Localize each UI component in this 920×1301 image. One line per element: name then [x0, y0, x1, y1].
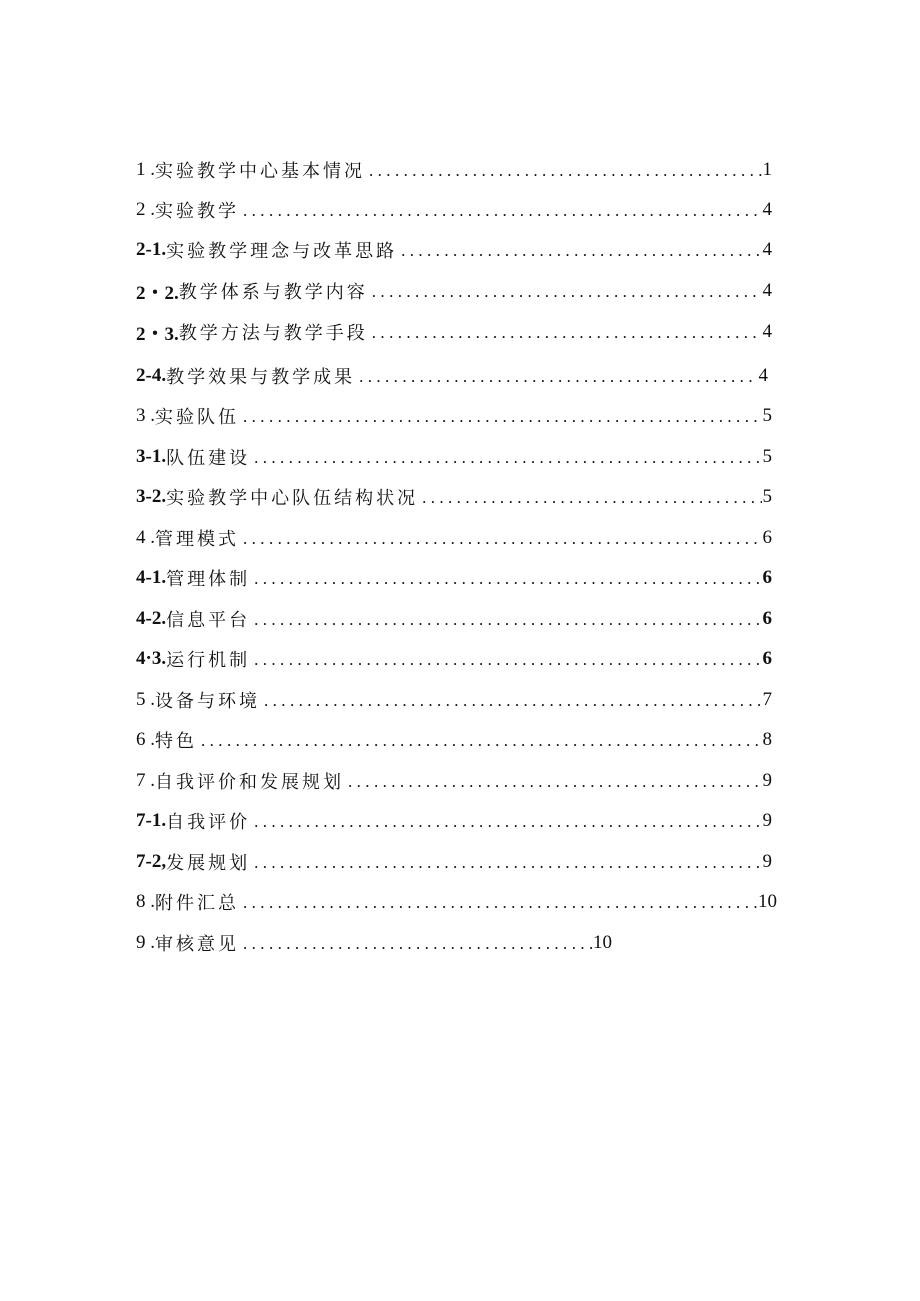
toc-dot-leader	[344, 772, 762, 792]
toc-entry-page: 7	[762, 689, 772, 710]
toc-dot-leader	[355, 367, 757, 387]
toc-dot-leader	[250, 610, 761, 630]
toc-entry-title: 实验教学理念与改革思路	[166, 241, 398, 262]
toc-entry-page: 6	[762, 567, 772, 588]
toc-entry-title: 自我评价	[166, 812, 251, 833]
toc-entry-number: 8 .	[136, 891, 155, 912]
toc-entry-number: 9 .	[136, 932, 155, 953]
toc-dot-leader	[418, 488, 761, 508]
toc-entry-title: 教学方法与教学手段	[178, 323, 368, 344]
toc-entry[interactable]	[136, 150, 772, 190]
toc-entry-page: 4	[762, 239, 772, 260]
toc-entry-number: 3 .	[136, 405, 155, 426]
toc-entry[interactable]	[136, 720, 772, 760]
toc-entry-number: 7-2,	[136, 851, 167, 872]
toc-dot-leader	[368, 323, 762, 343]
toc-dot-leader	[368, 282, 762, 302]
toc-entry[interactable]	[136, 190, 772, 230]
toc-entry-number: 2 .	[136, 199, 155, 220]
toc-dot-leader	[239, 934, 592, 954]
toc-entry[interactable]	[136, 271, 772, 311]
toc-entry-title: 信息平台	[166, 610, 251, 631]
toc-entry[interactable]	[136, 882, 777, 922]
toc-dot-leader	[239, 529, 762, 549]
toc-dot-leader	[250, 569, 761, 589]
toc-entry[interactable]	[136, 312, 772, 352]
toc-dot-leader	[239, 893, 757, 913]
toc-entry-title: 实验教学中心队伍结构状况	[166, 488, 419, 509]
toc-entry-page: 4	[762, 199, 772, 220]
toc-entry[interactable]	[136, 477, 772, 517]
toc-entry-number: 2-1.	[136, 239, 167, 260]
toc-entry-page: 6	[762, 527, 772, 548]
toc-entry[interactable]	[136, 356, 768, 396]
toc-entry-number: 4·3.	[136, 648, 167, 669]
toc-entry-number: 1 .	[136, 159, 155, 180]
toc-entry-title: 实验教学中心基本情况	[155, 161, 365, 182]
toc-entry-page: 5	[762, 486, 772, 507]
toc-dot-leader	[239, 407, 762, 427]
toc-entry-number: 7-1.	[136, 810, 167, 831]
toc-entry-page: 8	[762, 729, 772, 750]
toc-entry-page: 6	[762, 608, 772, 629]
toc-dot-leader	[260, 691, 762, 711]
toc-entry-title: 队伍建设	[166, 448, 251, 469]
toc-entry[interactable]	[136, 680, 772, 720]
toc-dot-leader	[250, 853, 761, 873]
toc-entry-number: 4-1.	[136, 567, 167, 588]
toc-entry-title: 教学效果与教学成果	[166, 367, 356, 388]
toc-entry-title: 运行机制	[166, 650, 251, 671]
toc-entry[interactable]	[136, 396, 772, 436]
toc-entry[interactable]	[136, 230, 772, 270]
toc-entry[interactable]	[136, 639, 772, 679]
toc-dot-leader	[397, 241, 761, 261]
toc-entry-title: 发展规划	[166, 853, 251, 874]
toc-entry-page: 10	[593, 932, 612, 953]
toc-entry-title: 实验队伍	[155, 407, 239, 428]
toc-entry[interactable]	[136, 558, 772, 598]
toc-entry-title: 设备与环境	[155, 691, 260, 712]
toc-entry[interactable]	[136, 518, 772, 558]
toc-dot-leader	[250, 812, 761, 832]
toc-entry-title: 自我评价和发展规划	[155, 772, 344, 793]
toc-dot-leader	[197, 731, 762, 751]
toc-entry-number: 6 .	[136, 729, 155, 750]
toc-entry-number: 3-1.	[136, 446, 167, 467]
toc-entry-title: 附件汇总	[155, 893, 239, 914]
toc-entry-number: 2・3.	[136, 323, 179, 345]
toc-entry-page: 1	[762, 159, 772, 180]
toc-entry-page: 9	[762, 851, 772, 872]
toc-entry-page: 5	[762, 446, 772, 467]
toc-entry-number: 2-4.	[136, 365, 167, 386]
toc-entry[interactable]	[136, 801, 772, 841]
toc-entry[interactable]	[136, 923, 612, 963]
toc-entry-page: 6	[762, 648, 772, 669]
toc-entry-page: 9	[762, 770, 772, 791]
toc-entry-page: 5	[762, 405, 772, 426]
toc-entry-page: 10	[758, 891, 777, 912]
toc-dot-leader	[239, 201, 762, 221]
toc-entry-page: 4	[762, 280, 772, 301]
toc-dot-leader	[365, 161, 762, 181]
toc-entry-page: 4	[758, 365, 768, 386]
toc-entry-title: 管理体制	[166, 569, 251, 590]
toc-entry[interactable]	[136, 842, 772, 882]
toc-entry-number: 4 .	[136, 527, 155, 548]
toc-entry-number: 3-2.	[136, 486, 167, 507]
toc-entry-title: 特色	[155, 731, 197, 752]
toc-entry-title: 审核意见	[155, 934, 239, 955]
toc-entry-title: 实验教学	[155, 201, 239, 222]
toc-dot-leader	[250, 650, 761, 670]
toc-entry[interactable]	[136, 599, 772, 639]
toc-entry-number: 7 .	[136, 770, 155, 791]
toc-entry-page: 4	[762, 321, 772, 342]
toc-entry[interactable]	[136, 761, 772, 801]
toc-dot-leader	[250, 448, 761, 468]
toc-entry-number: 2・2.	[136, 282, 179, 304]
toc-entry-title: 管理模式	[155, 529, 239, 550]
toc-entry-number: 4-2.	[136, 608, 167, 629]
toc-entry[interactable]	[136, 437, 772, 477]
toc-entry-number: 5 .	[136, 689, 155, 710]
toc-entry-title: 教学体系与教学内容	[178, 282, 368, 303]
toc-entry-page: 9	[762, 810, 772, 831]
